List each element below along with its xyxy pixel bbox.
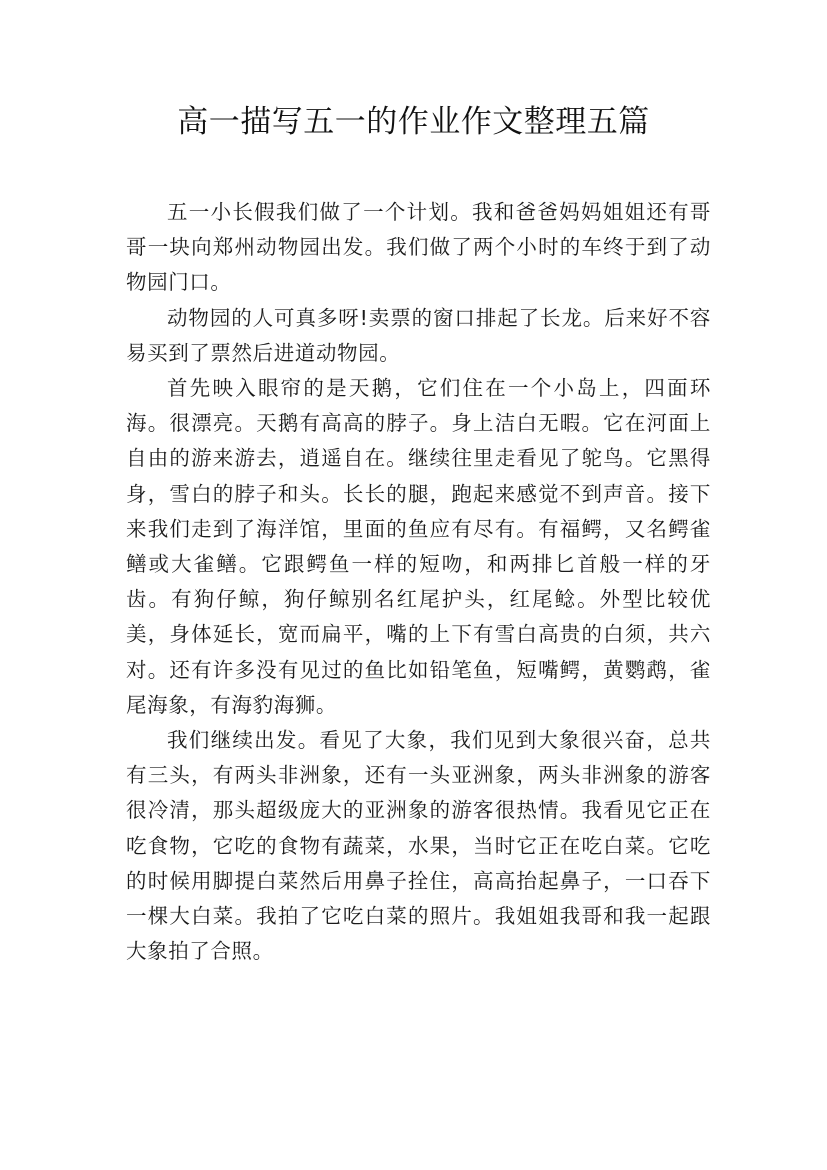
document-title: 高一描写五一的作业作文整理五篇 (177, 104, 650, 140)
document-body (126, 195, 711, 969)
paragraph-1: 五一小长假我们做了一个计划。我和爸爸妈妈姐姐还有哥哥一块向郑州动物园出发。我们做了两个小时的车终于到了动物园门口。 (126, 200, 711, 295)
paragraph-4: 我们继续出发。看见了大象，我们见到大象很兴奋，总共有三头，有两头非洲象，还有一头亚洲象，两头非洲象的游客很冷清，那头超级庞大的亚洲象的游客很热情。我看见它正在吃食物，它吃的食物有蔬菜，水果，当时它正在吃白菜。它吃的时候用脚提白菜然后用鼻子拴住，高高抬起鼻子，一口吞下一棵大白菜。我拍了它吃白菜的照片。我姐姐我哥和我一起跟大象拍了合照。 (126, 728, 711, 964)
paragraph-3: 首先映入眼帘的是天鹅，它们住在一个小岛上，四面环海。很漂亮。天鹅有高高的脖子。身上洁白无暇。它在河面上自由的游来游去，逍遥自在。继续往里走看见了鸵鸟。它黑得身，雪白的脖子和头。长长的腿，跑起来感觉不到声音。接下来我们走到了海洋馆，里面的鱼应有尽有。有福鳄，又名鳄雀鳝或大雀鳝。它跟鳄鱼一样的短吻，和两排匕首般一样的牙齿。有狗仔鲸，狗仔鲸别名红尾护头，红尾鲶。外型比较优美，身体延长，宽而扁平，嘴的上下有雪白高贵的白须，共六对。还有许多没有见过的鱼比如铅笔鱼，短嘴鳄，黄鹦鹉，雀尾海象，有海豹海狮。 (126, 376, 711, 717)
paragraph-2: 动物园的人可真多呀!卖票的窗口排起了长龙。后来好不容易买到了票然后进道动物园。 (126, 305, 711, 365)
